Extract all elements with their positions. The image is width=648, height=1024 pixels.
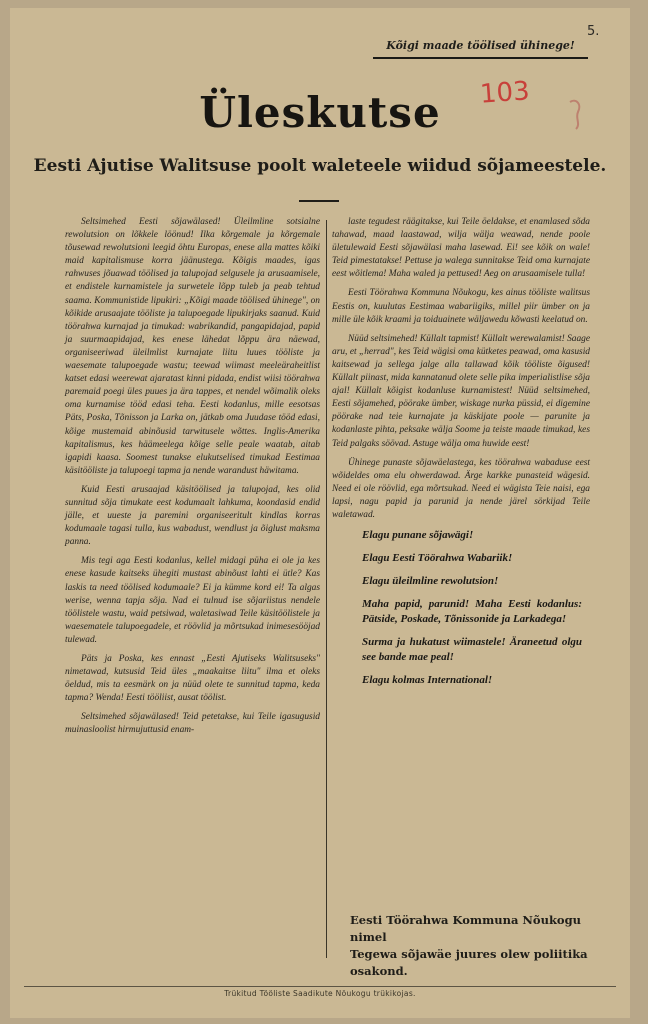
paragraph: Eesti Töörahwa Kommuna Nõukogu, kes ainus tööliste walitsus Eestis on, kuulutas Eestimaa wabariigiks, millel piir ümber on ja mille üle kõik kraami ja toiduainete wäljawedu kõwasti keelatud on. [332,288,590,325]
paragraph: Päts ja Poska, kes ennast „Eesti Ajutiseks Walitsuseks" nimetawad, kutsusid Teid üles „maakaitse liitu" ilma et oleks öeldud, mis ta eesmärk on ja nüüd olete te sunnitud tapma, keda tapma? Wenda! Eesti tööliist, ausat töölist. [65,654,320,704]
paragraph: Seltsimehed sõjawälased! Teid petetakse, kui Teile igasugusid muinasloolist hirmujuttusid enam- [65,712,320,736]
page-subtitle: Eesti Ajutise Walitsuse poolt waleteele wiidud sõjameestele. [33,156,607,176]
paragraph: Seltsimehed Eesti sõjawälased! Üleilmline sotsialne rewolutsion on lõkkele löönud! Ilka kõrgemale ja kõrgemale tõusewad rewolutsioni leegid öhtu Europas, enese alla mattes kõiki maid kapitalismuse korra jäänustega. Kõigis maades, igas rahwuses jõuawad töölised ja talupojad selgusele ja arusaamisele, et endistele kurnamistele ja surwetele lõpp tuleb ja peab tehtud saama. Kommunistide lipukiri: „Kõigi maade töölised ühinege", on kõikide arusaajate tööliste ja talupoegade lipukirjaks saanud. Kuid töörahwa kurnajad ja timukad: wabrikandid, pangapidajad, papid ja suurmaapidajad, kes enese lähedat lõppu ära näewad, organiseeriwad üleilmlist kurnajate liitu luues tööliste ja waesemate talupoegade wastu; teewad wiimast meeleäraheitlist katset edasi weerewat ajaratast kinni pidada, endist wiisi töörahwa paremaid poegi üles puues ja ära tappes, et nendel wõimalik oleks oma kurnamise tööd edasi teha. Eesti kodanlus, mille eesotsas Päts, Poska, Tõnisson ja Larka on, jätkab oma Juudase tööd edasi, kõige mustemaid abinõusid tarwitusele wõttes. Inglis-Amerika kapitalismus, kes häämeelega kõige selle peale waatab, aitab igapidi kaasa. Soomest tunakse elukutselised timukad Eestimaa käsitööliste ja talupoegi tapma ja nende warandust häwitama. [65,217,320,476]
slogan: Elagu kolmas International! [362,674,493,687]
left-column [65,216,320,744]
paragraph: Nüüd seltsimehed! Küllalt tapmist! Küllalt werewalamist! Saage aru, et „herrad", kes Teid wägisi oma kütketes peawad, oma kasusid kaitsewad ja sellega jalge alla tallawad kõik tööliste õigused! Küllalt piinast, mida kannatanud olete selle pika imperialistlise sõja ajal! Küllalt kõigist kodanluse kurnamistest! Nüüd seltsimehed, Eesti sõjamehed, pöörake ümber, wiskage nurka püssid, ei digemine pöörake nad teie kurnajate ja käskijate poole — parunite ja kodanlaste pihta, peksake wälja Soome ja teiste maade timukad, kes Teid palgaks söövad. Astuge wälja oma huwide eest! [332,333,590,449]
paragraph: Mis tegi aga Eesti kodanlus, kellel midagi püha ei ole ja kes enese kasude kaitseks ühegiti mustast abinõust lahti ei ütle? Kas laskis ta need töölised kodumaale? Ei ja kümme kord ei! Ta algas werise, wenna tapja sõja. Nad ei tulnud ise sõjariistus nendele töölistele wastu, waid petsiwad, waletasiwad Teile käsitöölistele ja waesematele talupoegadele, et röövlid ja mõrtsukad inimesesööjad tulewad. [65,556,320,645]
printer-imprint: Trükitud Tööliste Saadikute Nõukogu trükikojas. [224,989,416,998]
right-column [332,216,590,696]
slogan: Surma ja hukatust wiimastele! Äraneetud olgu see bande mae peal! [362,636,582,664]
footer-divider [24,986,616,987]
corner-mark: 5. [587,24,600,39]
paragraph: Ühinege punaste sõjawäelastega, kes töörahwa wabaduse eest wõideldes oma elu ohwerdawad. Ärge karkke punasteid wägesid. Need ei ole röövlid, ega mõrtsukad. Need ei wägista Teie naisi, ega lapsi, nagu papid ja parunid ja nende järel sörkijad Teile waletawad. [332,457,590,520]
signature-line: Tegewa sõjawäe juures olew poliitika osakond. [350,947,588,978]
motto-text: Kõigi maade töölised ühinege! [386,39,575,52]
archive-number: 103 [479,76,531,110]
signature-block [350,912,600,980]
slogan-list [332,528,590,688]
paragraph: Kuid Eesti arusaajad käsitöölised ja talupojad, kes olid sunnitud sõja timukate eest kodumaalt lahkuma, koondasid endid jälle, et uueste ja paremini organiseeritult kindlas korras kodumaale tagasi tulla, kus wabadust, wendlust ja õiglust maksma panna. [65,484,320,548]
slogan: Maha papid, parunid! Maha Eesti kodanlus: Pätside, Poskade, Tõnissonide ja Larkadega! [362,598,582,626]
slogan: Elagu üleilmline rewolutsion! [362,575,499,588]
title-divider [299,200,339,202]
slogan: Elagu punane sõjawägi! [362,529,474,542]
paragraph: laste tegudest räägitakse, kui Teile öeldakse, et enamlased sõda tahawad, maad laastawad, wilja wälja weawad, nende poole ületulewaid Eesti sõjawälasi maha lasewad. Ei! see kõik on wale! Teid pimestatakse! Pettuse ja walega sunnitakse Teid oma kurnajate eest wõitlema! Maha waled ja pettused! Aeg on arusaamisele tulla! [332,217,590,280]
motto-banner [373,35,588,59]
column-divider [326,220,327,958]
leaflet-sheet [10,8,630,1018]
page-title: Üleskutse [199,88,441,137]
signature-line: Eesti Töörahwa Kommuna Nõukogu nimel [350,913,582,944]
slogan: Elagu Eesti Töörahwa Wabariik! [362,552,513,565]
